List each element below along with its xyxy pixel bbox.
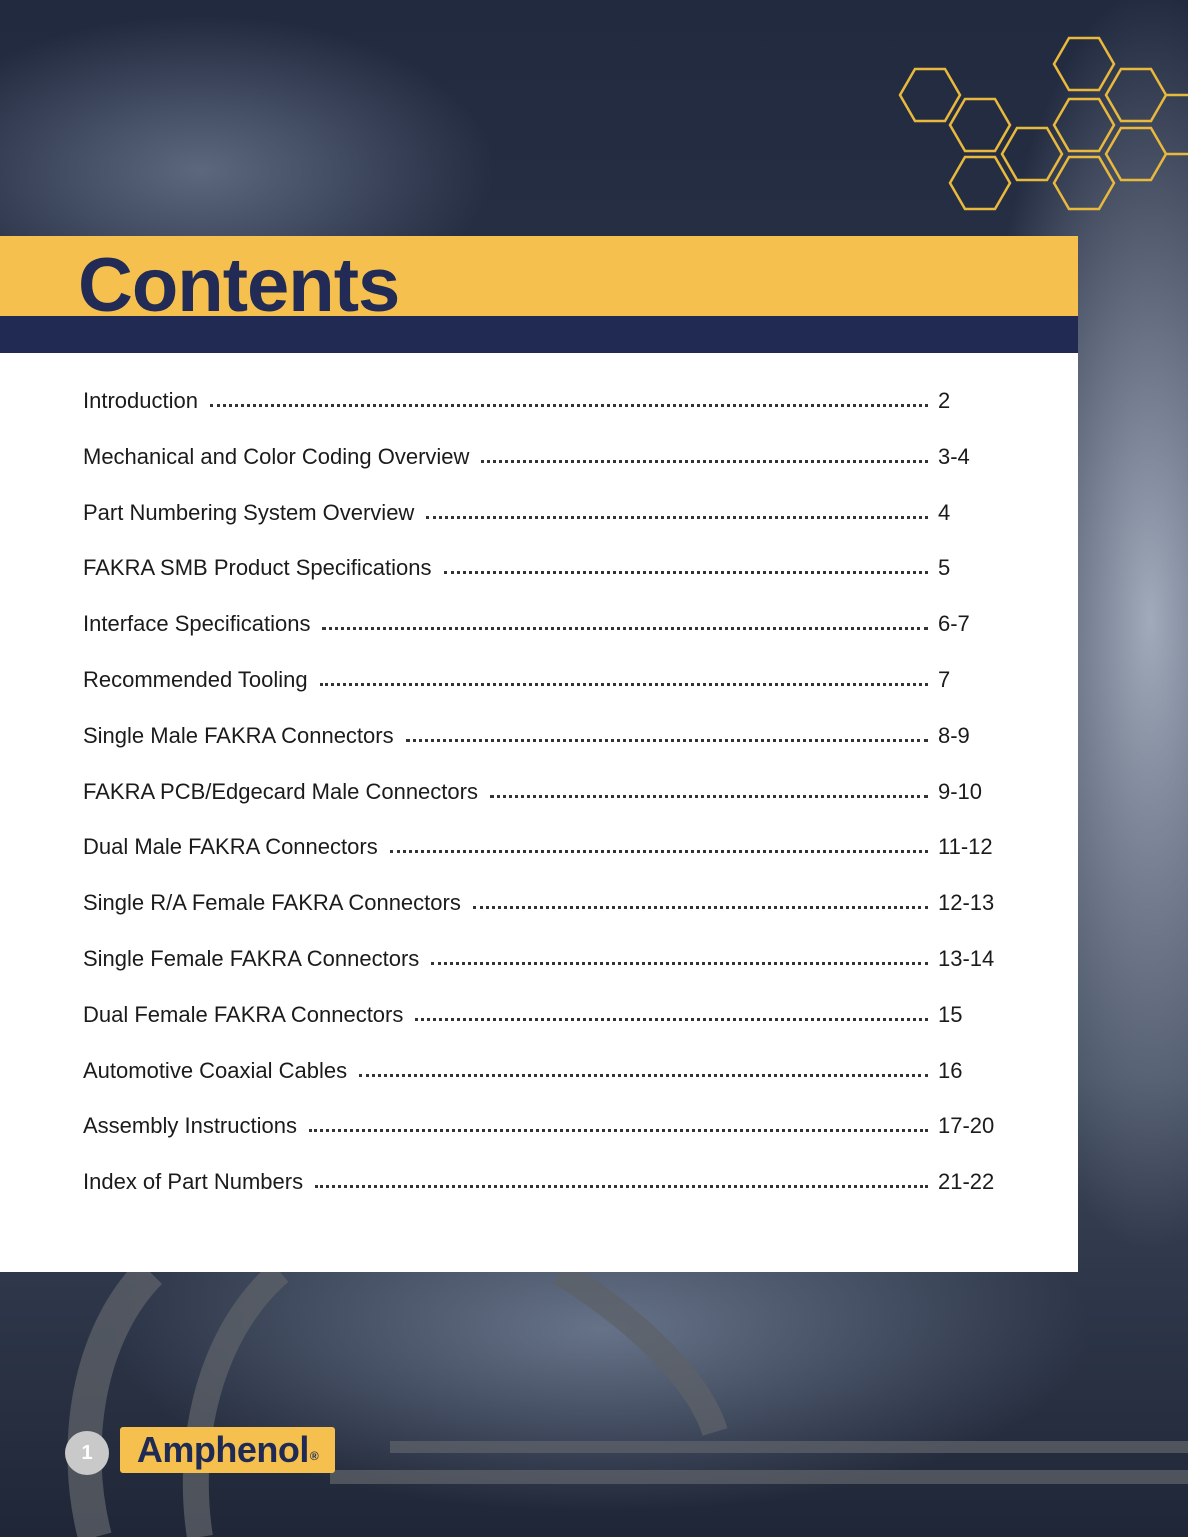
toc-panel <box>0 353 1078 1272</box>
hexagon-pattern-icon <box>890 30 1188 220</box>
toc-entry-page: 9-10 <box>938 778 983 804</box>
toc-entry[interactable] <box>83 1058 1013 1114</box>
toc-entry-label: Introduction <box>83 388 198 413</box>
toc-entry-label: Assembly Instructions <box>83 1113 297 1139</box>
dot-leader <box>315 1181 928 1188</box>
dot-leader <box>322 623 928 630</box>
toc-entry-page: 11-12 <box>938 834 993 860</box>
toc-entry-label: Single R/A Female FAKRA Connectors <box>83 890 461 916</box>
toc-entry-label: Index of Part Numbers <box>83 1169 304 1195</box>
dot-leader <box>431 958 928 965</box>
toc-entry[interactable] <box>83 388 1013 444</box>
dot-leader <box>473 902 928 909</box>
table-of-contents <box>83 388 1013 1225</box>
toc-entry[interactable] <box>83 779 1013 835</box>
toc-entry[interactable] <box>83 946 1013 1002</box>
toc-entry-label: Single Female FAKRA Connectors <box>83 945 420 971</box>
toc-entry-page: 13-14 <box>938 945 995 971</box>
toc-entry-page: 3-4 <box>938 443 970 469</box>
toc-entry[interactable] <box>83 723 1013 779</box>
dot-leader <box>444 567 929 574</box>
toc-entry-label: Mechanical and Color Coding Overview <box>83 443 470 469</box>
toc-entry-label: Single Male FAKRA Connectors <box>83 722 394 748</box>
dot-leader <box>320 679 928 686</box>
dot-leader <box>406 735 928 742</box>
registered-mark: ® <box>309 1449 319 1463</box>
toc-entry-label: FAKRA SMB Product Specifications <box>83 555 432 581</box>
brand-name: Amphenol <box>136 1429 309 1470</box>
toc-entry-page: 4 <box>938 499 951 525</box>
toc-entry[interactable] <box>83 444 1013 500</box>
dot-leader <box>415 1014 928 1021</box>
toc-entry[interactable] <box>83 611 1013 667</box>
arc-decoration <box>0 1272 1188 1537</box>
toc-entry-label: Dual Female FAKRA Connectors <box>83 1001 404 1027</box>
toc-entry[interactable] <box>83 1113 1013 1169</box>
dot-leader <box>309 1125 928 1132</box>
page-title: Contents <box>78 243 400 316</box>
page-number-badge: 1 <box>65 1431 109 1475</box>
dot-leader <box>210 400 928 407</box>
toc-entry[interactable] <box>83 667 1013 723</box>
dot-leader <box>390 846 928 853</box>
toc-entry-label: Automotive Coaxial Cables <box>83 1057 348 1083</box>
toc-entry-label: Interface Specifications <box>83 611 311 637</box>
toc-entry-label: Part Numbering System Overview <box>83 499 415 525</box>
toc-entry-page: 16 <box>938 1057 963 1083</box>
toc-entry-page: 2 <box>938 388 951 413</box>
toc-entry-label: Recommended Tooling <box>83 666 308 692</box>
toc-entry-label: Dual Male FAKRA Connectors <box>83 834 378 860</box>
dot-leader <box>481 456 928 463</box>
dot-leader <box>359 1070 928 1077</box>
toc-entry[interactable] <box>83 1169 1013 1225</box>
title-underline-bar <box>0 316 1078 353</box>
toc-entry[interactable] <box>83 555 1013 611</box>
toc-entry-page: 7 <box>938 666 951 692</box>
toc-entry-page: 17-20 <box>938 1113 995 1139</box>
toc-entry-page: 15 <box>938 1001 963 1027</box>
toc-entry-label: FAKRA PCB/Edgecard Male Connectors <box>83 778 478 804</box>
amphenol-logo <box>120 1427 335 1473</box>
toc-entry[interactable] <box>83 890 1013 946</box>
dot-leader <box>490 791 928 798</box>
dot-leader <box>426 512 928 519</box>
toc-entry-page: 6-7 <box>938 611 970 637</box>
toc-entry[interactable] <box>83 500 1013 556</box>
toc-entry[interactable] <box>83 1002 1013 1058</box>
toc-entry-page: 12-13 <box>938 890 995 916</box>
toc-entry-page: 5 <box>938 555 951 581</box>
toc-entry-page: 8-9 <box>938 722 970 748</box>
toc-entry-page: 21-22 <box>938 1169 995 1195</box>
toc-entry[interactable] <box>83 834 1013 890</box>
